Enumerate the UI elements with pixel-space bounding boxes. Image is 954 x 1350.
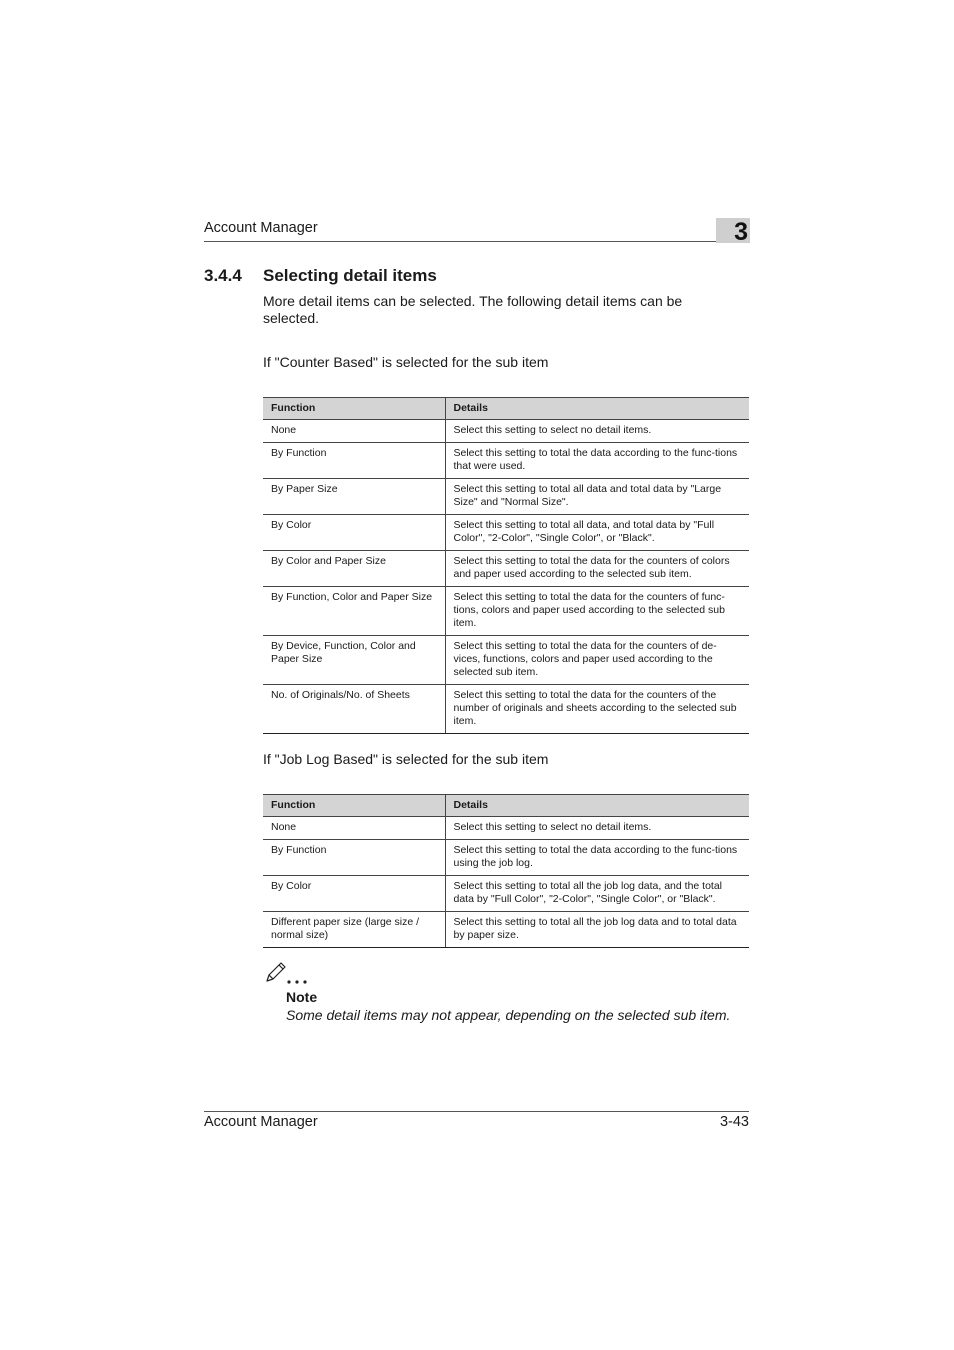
chapter-number: 3 — [734, 218, 748, 246]
joblog-table-caption: If "Job Log Based" is selected for the sub item — [263, 751, 549, 767]
note-text: Some detail items may not appear, depending on the selected sub item. — [286, 1007, 731, 1023]
section-number: 3.4.4 — [204, 266, 242, 285]
table-row — [263, 876, 749, 912]
details-cell: Select this setting to total the data according to the func-tions using the job log. — [445, 840, 749, 876]
function-cell: Different paper size (large size / normal size) — [263, 912, 445, 948]
table-row — [263, 443, 749, 479]
table-header-row — [263, 398, 749, 420]
header-title: Account Manager — [204, 220, 318, 236]
table-row — [263, 420, 749, 443]
details-cell: Select this setting to total the data for the counters of de-vices, functions, colors and paper used according to the selected sub item. — [445, 636, 749, 685]
column-header-details: Details — [445, 398, 749, 420]
column-header-details: Details — [445, 795, 749, 817]
table-row — [263, 515, 749, 551]
footer-rule — [204, 1111, 749, 1112]
details-cell: Select this setting to select no detail items. — [445, 420, 749, 443]
details-cell: Select this setting to total the data for the counters of the number of originals and sheets according to the selected sub item. — [445, 685, 749, 734]
table-row — [263, 840, 749, 876]
details-cell: Select this setting to total the data according to the func-tions that were used. — [445, 443, 749, 479]
table-row — [263, 479, 749, 515]
section-heading — [204, 266, 437, 286]
counter-based-table — [263, 397, 749, 734]
function-cell: None — [263, 420, 445, 443]
table-row — [263, 587, 749, 636]
section-title: Selecting detail items — [263, 266, 437, 285]
details-cell: Select this setting to total all the job log data, and the total data by "Full Color", "2-Color", "Single Color", or "Black". — [445, 876, 749, 912]
function-cell: By Device, Function, Color and Paper Size — [263, 636, 445, 685]
details-cell: Select this setting to select no detail items. — [445, 817, 749, 840]
pencil-note-icon — [264, 959, 312, 985]
table-row — [263, 912, 749, 948]
footer-title: Account Manager — [204, 1114, 318, 1130]
function-cell: By Function, Color and Paper Size — [263, 587, 445, 636]
column-header-function: Function — [263, 398, 445, 420]
table-row — [263, 636, 749, 685]
column-header-function: Function — [263, 795, 445, 817]
function-cell: None — [263, 817, 445, 840]
function-cell: By Function — [263, 443, 445, 479]
function-cell: By Paper Size — [263, 479, 445, 515]
function-cell: By Function — [263, 840, 445, 876]
function-cell: By Color — [263, 876, 445, 912]
details-cell: Select this setting to total the data for the counters of colors and paper used according to the selected sub item. — [445, 551, 749, 587]
counter-table-caption: If "Counter Based" is selected for the sub item — [263, 354, 549, 370]
chapter-tab — [716, 218, 750, 246]
function-cell: By Color — [263, 515, 445, 551]
table-row — [263, 551, 749, 587]
table-header-row — [263, 795, 749, 817]
intro-paragraph: More detail items can be selected. The following detail items can be selected. — [263, 293, 683, 326]
job-log-based-table — [263, 794, 749, 948]
function-cell: By Color and Paper Size — [263, 551, 445, 587]
header-rule — [204, 241, 716, 242]
page-number: 3-43 — [719, 1114, 749, 1130]
details-cell: Select this setting to total the data for the counters of func-tions, colors and paper used according to the selected sub item. — [445, 587, 749, 636]
table-row — [263, 817, 749, 840]
details-cell: Select this setting to total all data, and total data by "Full Color", "2-Color", "Single Color", or "Black". — [445, 515, 749, 551]
function-cell: No. of Originals/No. of Sheets — [263, 685, 445, 734]
details-cell: Select this setting to total all data and total data by "Large Size" and "Normal Size". — [445, 479, 749, 515]
details-cell: Select this setting to total all the job log data and to total data by paper size. — [445, 912, 749, 948]
note-label: Note — [286, 989, 318, 1005]
table-row — [263, 685, 749, 734]
